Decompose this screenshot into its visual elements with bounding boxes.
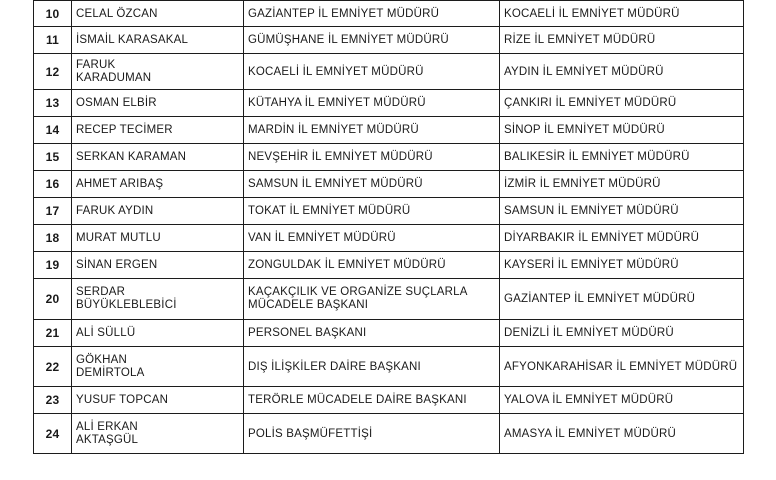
previous-post: POLİS BAŞMÜFETTİŞİ	[244, 414, 500, 454]
new-post: RİZE İL EMNİYET MÜDÜRÜ	[500, 27, 744, 54]
table-row	[34, 320, 744, 347]
table-row	[34, 90, 744, 117]
table-row	[34, 252, 744, 279]
previous-post: KÜTAHYA İL EMNİYET MÜDÜRÜ	[244, 90, 500, 117]
row-number: 23	[34, 387, 72, 414]
row-number: 15	[34, 144, 72, 171]
new-post: GAZİANTEP İL EMNİYET MÜDÜRÜ	[500, 279, 744, 320]
row-number: 19	[34, 252, 72, 279]
row-number: 22	[34, 347, 72, 387]
person-name: ALİ SÜLLÜ	[72, 320, 244, 347]
previous-post: GAZİANTEP İL EMNİYET MÜDÜRÜ	[244, 1, 500, 27]
person-name: ALİ ERKAN AKTAŞGÜL	[72, 414, 244, 454]
row-number: 24	[34, 414, 72, 454]
new-post: AMASYA İL EMNİYET MÜDÜRÜ	[500, 414, 744, 454]
new-post: DİYARBAKIR İL EMNİYET MÜDÜRÜ	[500, 225, 744, 252]
new-post: AFYONKARAHİSAR İL EMNİYET MÜDÜRÜ	[500, 347, 744, 387]
person-name: FARUK AYDIN	[72, 198, 244, 225]
new-post: KAYSERİ İL EMNİYET MÜDÜRÜ	[500, 252, 744, 279]
table-row	[34, 279, 744, 320]
row-number: 11	[34, 27, 72, 54]
row-number: 13	[34, 90, 72, 117]
row-number: 20	[34, 279, 72, 320]
table-row	[34, 1, 744, 27]
table-row	[34, 144, 744, 171]
table-row	[34, 225, 744, 252]
new-post: BALIKESİR İL EMNİYET MÜDÜRÜ	[500, 144, 744, 171]
previous-post: KOCAELİ İL EMNİYET MÜDÜRÜ	[244, 54, 500, 90]
person-name: OSMAN ELBİR	[72, 90, 244, 117]
table-row	[34, 54, 744, 90]
new-post: AYDIN İL EMNİYET MÜDÜRÜ	[500, 54, 744, 90]
previous-post: DIŞ İLİŞKİLER DAİRE BAŞKANI	[244, 347, 500, 387]
person-name: FARUK KARADUMAN	[72, 54, 244, 90]
row-number: 10	[34, 1, 72, 27]
person-name: GÖKHAN DEMİRTOLA	[72, 347, 244, 387]
table-row	[34, 347, 744, 387]
previous-post: SAMSUN İL EMNİYET MÜDÜRÜ	[244, 171, 500, 198]
table-row	[34, 198, 744, 225]
previous-post: GÜMÜŞHANE İL EMNİYET MÜDÜRÜ	[244, 27, 500, 54]
person-name: AHMET ARIBAŞ	[72, 171, 244, 198]
new-post: ÇANKIRI İL EMNİYET MÜDÜRÜ	[500, 90, 744, 117]
previous-post: MARDİN İL EMNİYET MÜDÜRÜ	[244, 117, 500, 144]
person-name: RECEP TECİMER	[72, 117, 244, 144]
row-number: 21	[34, 320, 72, 347]
previous-post: TOKAT İL EMNİYET MÜDÜRÜ	[244, 198, 500, 225]
new-post: SAMSUN İL EMNİYET MÜDÜRÜ	[500, 198, 744, 225]
new-post: KOCAELİ İL EMNİYET MÜDÜRÜ	[500, 1, 744, 27]
row-number: 12	[34, 54, 72, 90]
new-post: İZMİR İL EMNİYET MÜDÜRÜ	[500, 171, 744, 198]
person-name: İSMAİL KARASAKAL	[72, 27, 244, 54]
previous-post: ZONGULDAK İL EMNİYET MÜDÜRÜ	[244, 252, 500, 279]
appointment-table	[33, 0, 744, 454]
previous-post: NEVŞEHİR İL EMNİYET MÜDÜRÜ	[244, 144, 500, 171]
person-name: CELAL ÖZCAN	[72, 1, 244, 27]
person-name: SİNAN ERGEN	[72, 252, 244, 279]
row-number: 17	[34, 198, 72, 225]
row-number: 18	[34, 225, 72, 252]
row-number: 16	[34, 171, 72, 198]
table-row	[34, 171, 744, 198]
previous-post: TERÖRLE MÜCADELE DAİRE BAŞKANI	[244, 387, 500, 414]
person-name: MURAT MUTLU	[72, 225, 244, 252]
person-name: SERDAR BÜYÜKLEBLEBİCİ	[72, 279, 244, 320]
previous-post: KAÇAKÇILIK VE ORGANİZE SUÇLARLA MÜCADELE BAŞKANI	[244, 279, 500, 320]
row-number: 14	[34, 117, 72, 144]
table-row	[34, 414, 744, 454]
table-row	[34, 387, 744, 414]
new-post: YALOVA İL EMNİYET MÜDÜRÜ	[500, 387, 744, 414]
person-name: YUSUF TOPCAN	[72, 387, 244, 414]
previous-post: PERSONEL BAŞKANI	[244, 320, 500, 347]
new-post: SİNOP İL EMNİYET MÜDÜRÜ	[500, 117, 744, 144]
table-row	[34, 27, 744, 54]
previous-post: VAN İL EMNİYET MÜDÜRÜ	[244, 225, 500, 252]
table-row	[34, 117, 744, 144]
new-post: DENİZLİ İL EMNİYET MÜDÜRÜ	[500, 320, 744, 347]
person-name: SERKAN KARAMAN	[72, 144, 244, 171]
